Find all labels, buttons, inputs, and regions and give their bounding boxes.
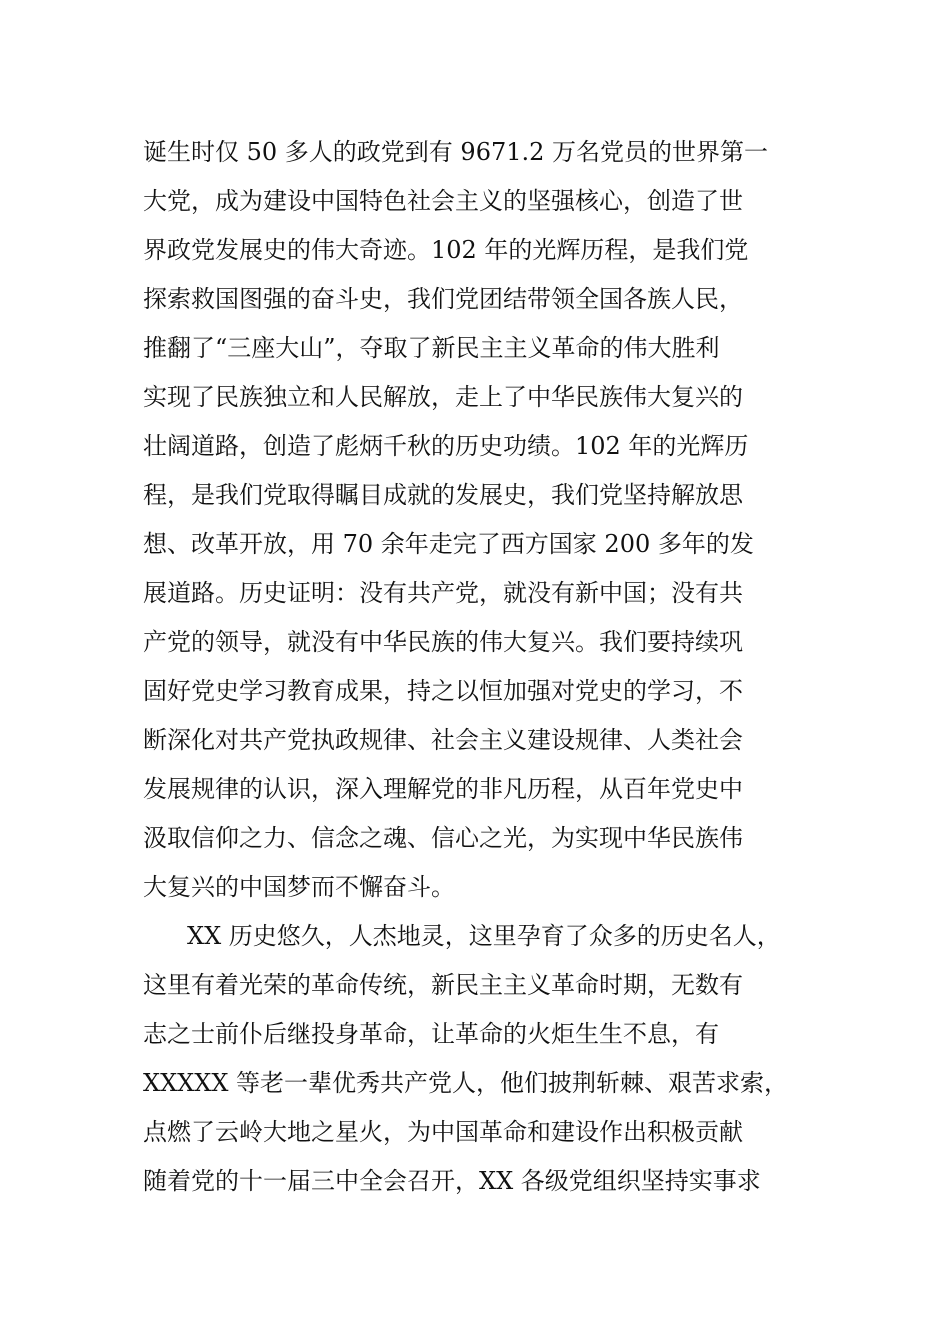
- text-line: 探索救国图强的奋斗史，我们党团结带领全国各族人民，: [143, 285, 743, 313]
- text-line: 展道路。历史证明：没有共产党，就没有新中国；没有共: [143, 579, 743, 607]
- text-line: 产党的领导，就没有中华民族的伟大复兴。我们要持续巩: [143, 628, 743, 656]
- text-line: 这里有着光荣的革命传统，新民主主义革命时期，无数有: [143, 971, 743, 999]
- text-line: XX 历史悠久，人杰地灵，这里孕育了众多的历史名人，: [187, 922, 781, 950]
- text-line: 发展规律的认识，深入理解党的非凡历程，从百年党史中: [143, 775, 743, 803]
- text-line: 大复兴的中国梦而不懈奋斗。: [143, 873, 455, 901]
- text-line: 界政党发展史的伟大奇迹。102 年的光辉历程，是我们党: [143, 236, 749, 264]
- text-line: 想、改革开放，用 70 余年走完了西方国家 200 多年的发: [143, 530, 754, 558]
- text-line: 断深化对共产党执政规律、社会主义建设规律、人类社会: [143, 726, 743, 754]
- text-line: 固好党史学习教育成果，持之以恒加强对党史的学习，不: [143, 677, 743, 705]
- text-line: 实现了民族独立和人民解放，走上了中华民族伟大复兴的: [143, 383, 743, 411]
- text-line: 大党，成为建设中国特色社会主义的坚强核心，创造了世: [143, 187, 743, 215]
- text-line: XXXXX 等老一辈优秀共产党人，他们披荆斩棘、艰苦求索，: [143, 1069, 789, 1097]
- text-line: 诞生时仅 50 多人的政党到有 9671.2 万名党员的世界第一: [143, 138, 769, 166]
- text-line: 壮阔道路，创造了彪炳千秋的历史功绩。102 年的光辉历: [143, 432, 749, 460]
- text-line: 汲取信仰之力、信念之魂、信心之光，为实现中华民族伟: [143, 824, 743, 852]
- text-line: 志之士前仆后继投身革命，让革命的火炬生生不息，有: [143, 1020, 719, 1048]
- text-line: 程，是我们党取得瞩目成就的发展史，我们党坚持解放思: [143, 481, 743, 509]
- text-line: 点燃了云岭大地之星火，为中国革命和建设作出积极贡献: [143, 1118, 743, 1146]
- text-line: 随着党的十一届三中全会召开，XX 各级党组织坚持实事求: [143, 1167, 761, 1195]
- text-line: 推翻了“三座大山”，夺取了新民主主义革命的伟大胜利: [143, 334, 720, 362]
